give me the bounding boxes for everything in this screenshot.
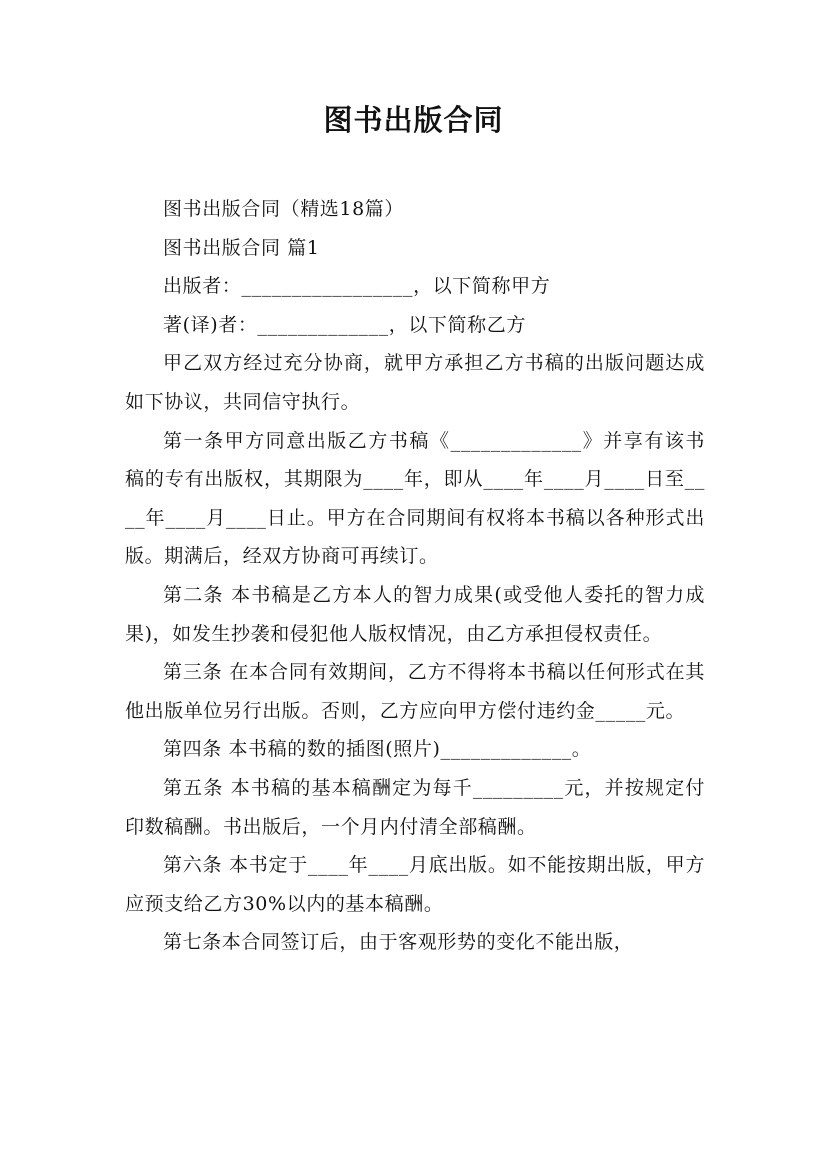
paragraph-section-heading: 图书出版合同 篇1 xyxy=(163,236,320,259)
paragraph-preamble: 甲乙双方经过充分协商，就甲方承担乙方书稿的出版问题达成如下协议，共同信守执行。 xyxy=(125,352,705,413)
paragraph-article-1: 第一条甲方同意出版乙方书稿《_____________》并享有该书稿的专有出版权，其期限为____年，即从____年____月____日至____年____月____日止。甲方在合同期间有权将本书稿以各种形式出版。期满后，经双方协商可再续订。 xyxy=(125,429,705,568)
paragraph-article-5: 第五条 本书稿的基本稿酬定为每千_________元，并按规定付印数稿酬。书出版后，一个月内付清全部稿酬。 xyxy=(125,776,705,838)
paragraph-author: 著(译)者：_____________，以下简称乙方 xyxy=(163,313,526,336)
paragraph-article-6: 第六条 本书定于____年____月底出版。如不能按期出版，甲方应预支给乙方30%以内的基本稿酬。 xyxy=(125,854,705,915)
paragraph-publisher: 出版者：_________________，以下简称甲方 xyxy=(163,275,551,298)
paragraph-article-3: 第三条 在本合同有效期间，乙方不得将本书稿以任何形式在其他出版单位另行出版。否则，乙方应向甲方偿付违约金_____元。 xyxy=(125,661,705,722)
document-title: 图书出版合同 xyxy=(323,103,504,137)
document-body xyxy=(125,190,705,962)
paragraph-article-2: 第二条 本书稿是乙方本人的智力成果(或受他人委托的智力成果)，如发生抄袭和侵犯他人版权情况，由乙方承担侵权责任。 xyxy=(125,583,705,645)
paragraph-article-4: 第四条 本书稿的数的插图(照片)_____________。 xyxy=(163,738,592,761)
paragraph-article-7: 第七条本合同签订后，由于客观形势的变化不能出版， xyxy=(163,931,634,954)
paragraph-subtitle: 图书出版合同（精选18篇） xyxy=(163,198,404,220)
